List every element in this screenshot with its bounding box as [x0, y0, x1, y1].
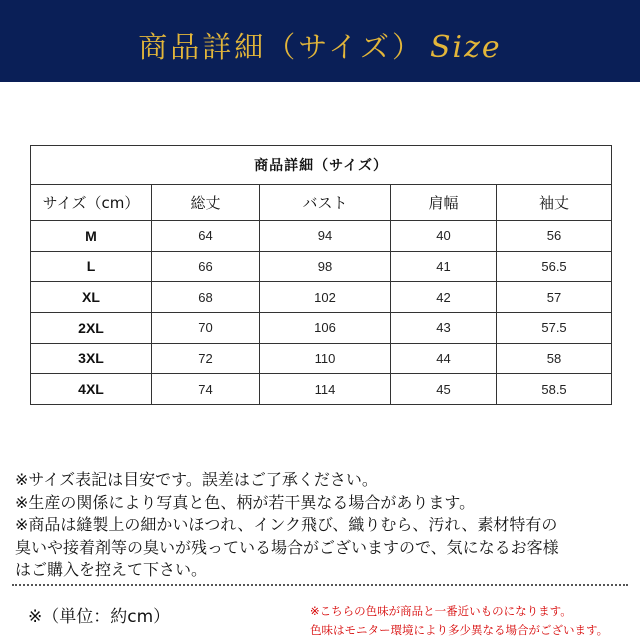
size-label-cell: L [31, 251, 152, 282]
color-note-line: ※こちらの色味が商品と一番近いものになります。 [310, 604, 572, 618]
column-header: 総丈 [152, 185, 260, 221]
column-header: サイズ（cm） [31, 185, 152, 221]
table-cell: 98 [260, 251, 391, 282]
table-cell: 57.5 [497, 312, 612, 343]
size-label-cell: M [31, 221, 152, 252]
note-line: 臭いや接着剤等の臭いが残っている場合がございますので、気になるお客様 [15, 537, 559, 557]
table-cell: 58.5 [497, 374, 612, 405]
notes [15, 469, 635, 582]
note-line: ※生産の関係により写真と色、柄が若干異なる場合があります。 [15, 492, 476, 512]
column-header: 肩幅 [391, 185, 497, 221]
table-cell: 106 [260, 312, 391, 343]
table-cell: 102 [260, 282, 391, 313]
table-body [31, 221, 612, 405]
table-cell: 56 [497, 221, 612, 252]
table-cell: 44 [391, 343, 497, 374]
banner-title-en: Size [429, 30, 502, 65]
table-cell: 43 [391, 312, 497, 343]
banner-title [0, 25, 640, 66]
table-cell: 40 [391, 221, 497, 252]
table-cell: 41 [391, 251, 497, 282]
table-cell: 110 [260, 343, 391, 374]
dotted-divider [12, 584, 628, 586]
size-label-cell: 3XL [31, 343, 152, 374]
table-cell: 114 [260, 374, 391, 405]
color-note [310, 602, 635, 640]
table-cell: 68 [152, 282, 260, 313]
size-label-cell: XL [31, 282, 152, 313]
table-cell: 42 [391, 282, 497, 313]
size-label-cell: 4XL [31, 374, 152, 405]
table-header-row [31, 185, 612, 221]
table-row [31, 343, 612, 374]
table-row [31, 251, 612, 282]
header-banner [0, 0, 640, 82]
table-cell: 45 [391, 374, 497, 405]
table-cell: 74 [152, 374, 260, 405]
table-cell: 58 [497, 343, 612, 374]
column-header: 袖丈 [497, 185, 612, 221]
table-caption: 商品詳細（サイズ） [31, 146, 612, 185]
table-row [31, 374, 612, 405]
unit-note: ※（単位：約cm） [28, 607, 171, 627]
note-line: ※サイズ表記は目安です。誤差はご了承ください。 [15, 470, 378, 489]
table-cell: 94 [260, 221, 391, 252]
column-header: バスト [260, 185, 391, 221]
table-cell: 72 [152, 343, 260, 374]
table-row [31, 221, 612, 252]
table-row [31, 282, 612, 313]
color-note-line: 色味はモニター環境により多少異なる場合がございます。 [310, 623, 609, 637]
table-cell: 64 [152, 221, 260, 252]
table-cell: 57 [497, 282, 612, 313]
size-label-cell: 2XL [31, 312, 152, 343]
table-cell: 56.5 [497, 251, 612, 282]
size-table-container [30, 145, 611, 405]
size-table [30, 145, 612, 405]
banner-title-jp: 商品詳細（サイズ） [138, 30, 424, 64]
table-cell: 66 [152, 251, 260, 282]
table-row [31, 312, 612, 343]
note-line: ※商品は縫製上の細かいほつれ、インク飛び、織りむら、汚れ、素材特有の [15, 515, 558, 534]
note-line: はご購入を控えて下さい。 [15, 560, 208, 579]
table-cell: 70 [152, 312, 260, 343]
